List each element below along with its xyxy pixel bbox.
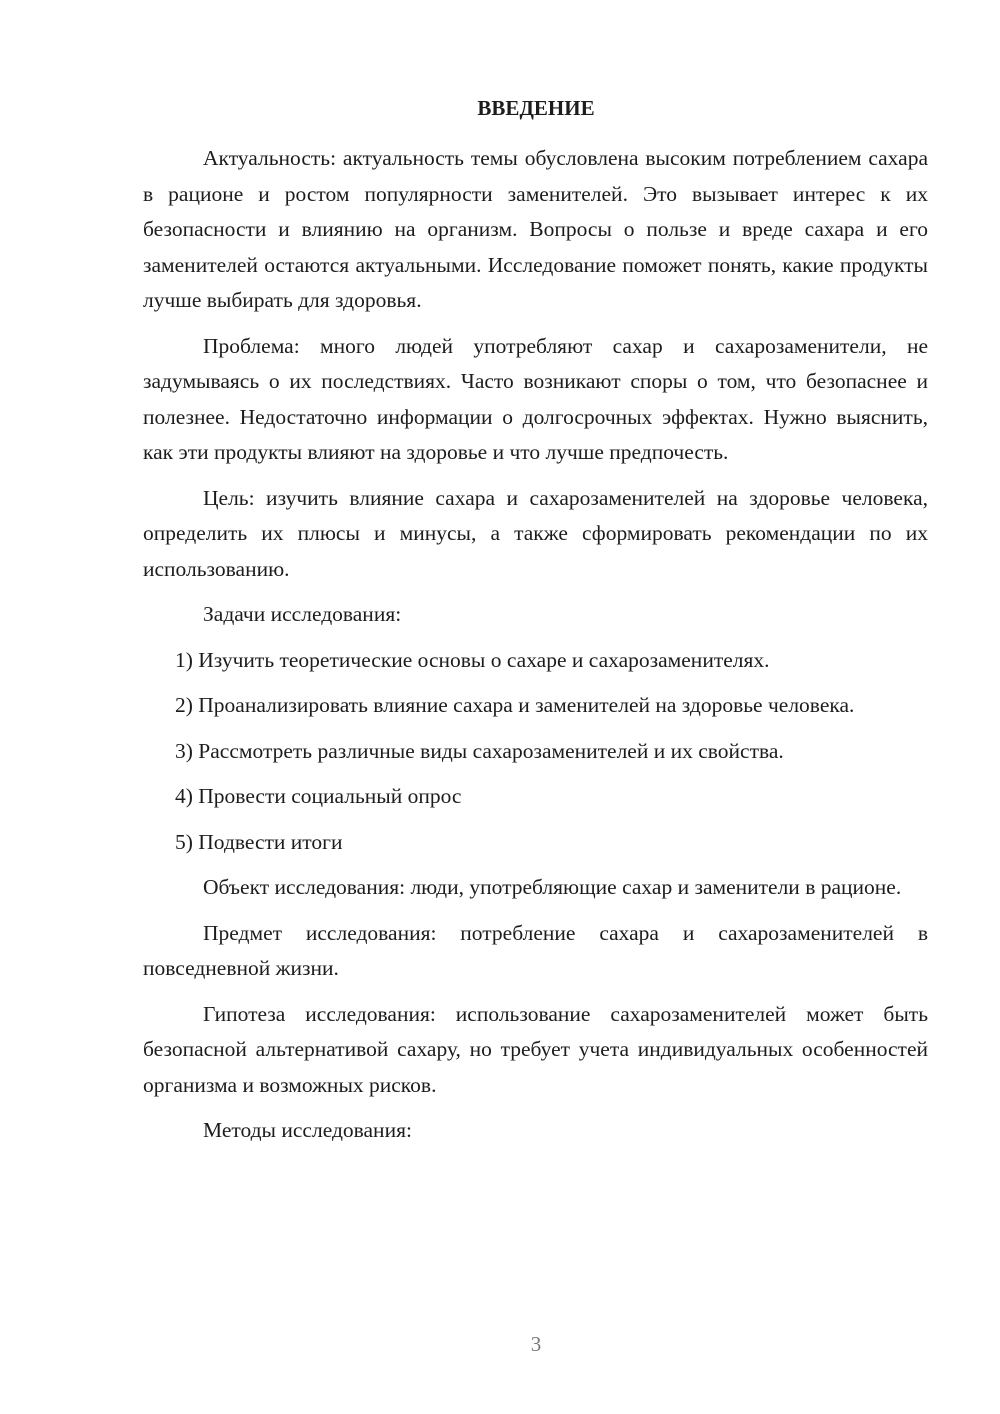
task-item-2: 2) Проанализировать влияние сахара и заменителей на здоровье человека. [175,693,855,717]
paragraph-subject: Предмет исследования: потребление сахара и сахарозаменителей в повседневной жизни. [143,920,928,980]
task-item-1: 1) Изучить теоретические основы о сахаре и сахарозаменителях. [175,647,770,672]
task-item-4: 4) Провести социальный опрос [175,784,462,808]
task-item-5: 5) Подвести итоги [175,829,343,854]
page-title: ВВЕДЕНИЕ [477,96,595,120]
paragraph-object: Объект исследования: люди, употребляющие сахар и заменители в рационе. [203,875,902,899]
paragraph-relevance: Актуальность: актуальность темы обусловлена высоким потреблением сахара в рационе и ростом популярности заменителей. Это вызывает интерес к их безопасности и влиянию на организм. Вопросы о пользе и вреде сахара и его заменителей остаются актуальными. Исследование поможет понять, какие продукты лучше выбирать для здоровья. [143,146,928,312]
tasks-heading: Задачи исследования: [203,602,402,626]
page-number: 3 [530,1332,542,1356]
task-item-3: 3) Рассмотреть различные виды сахарозаменителей и их свойства. [175,738,784,763]
paragraph-goal: Цель: изучить влияние сахара и сахарозаменителей на здоровье человека, определить их плюсы и минусы, а также сформировать рекомендации по их использованию. [143,485,928,581]
paragraph-problem: Проблема: много людей употребляют сахар и сахарозаменители, не задумываясь о их последствиях. Часто возникают споры о том, что безопаснее и полезнее. Недостаточно информации о долгосрочных эффектах. Нужно выяснить, как эти продукты влияют на здоровье и что лучше предпочесть. [143,333,928,464]
paragraph-hypothesis: Гипотеза исследования: использование сахарозаменителей может быть безопасной альтернативой сахару, но требует учета индивидуальных особенностей организма и возможных рисков. [143,1001,928,1097]
document-body [143,141,928,1159]
methods-heading: Методы исследования: [203,1118,412,1142]
